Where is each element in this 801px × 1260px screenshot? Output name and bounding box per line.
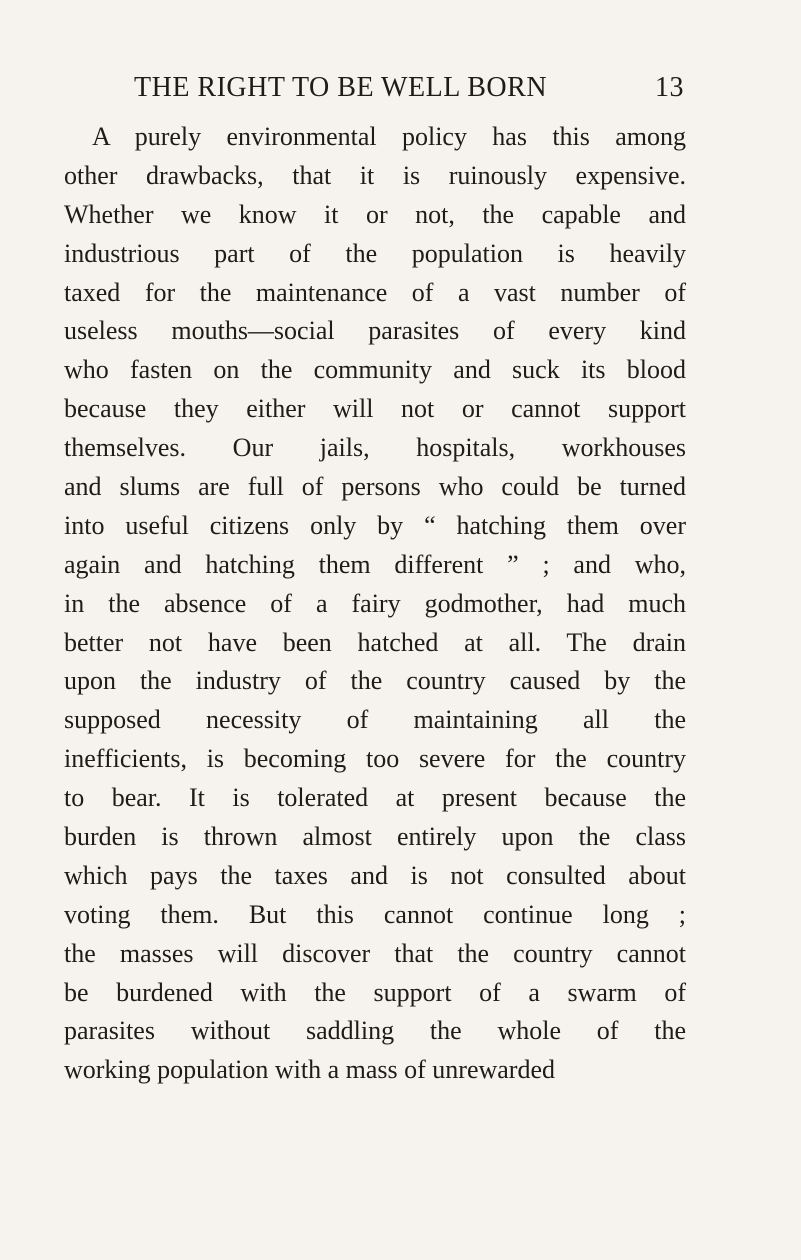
text-line: inefficients, is becoming too severe for the country xyxy=(64,744,686,774)
page-number: 13 xyxy=(655,72,684,103)
text-line: Whether we know it or not, the capable and xyxy=(64,199,686,229)
text-line: supposed necessity of maintaining all the xyxy=(64,705,686,735)
text-line: and slums are full of persons who could be turned xyxy=(64,472,686,502)
text-line: themselves. Our jails, hospitals, workhouses xyxy=(64,433,686,463)
text-line: the masses will discover that the country cannot xyxy=(64,938,686,968)
text-line: taxed for the maintenance of a vast number of xyxy=(64,277,686,307)
running-head xyxy=(64,66,684,110)
text-line: better not have been hatched at all. The drain xyxy=(64,627,686,657)
text-line: in the absence of a fairy godmother, had much xyxy=(64,588,686,618)
running-title: THE RIGHT TO BE WELL BORN xyxy=(134,72,548,103)
text-line: burden is thrown almost entirely upon the class xyxy=(64,822,686,852)
text-line: working population with a mass of unrewarded xyxy=(64,1055,556,1085)
text-line: industrious part of the population is heavily xyxy=(64,238,686,268)
text-line: parasites without saddling the whole of the xyxy=(64,1016,686,1046)
text-line: be burdened with the support of a swarm of xyxy=(64,977,686,1007)
text-line: who fasten on the community and suck its blood xyxy=(64,355,686,385)
text-line: useless mouths—social parasites of every kind xyxy=(64,316,686,346)
text-line: again and hatching them different ” ; and who, xyxy=(64,549,686,579)
text-line: which pays the taxes and is not consulted about xyxy=(64,860,686,890)
text-line: upon the industry of the country caused by the xyxy=(64,666,686,696)
text-line: voting them. But this cannot continue long ; xyxy=(64,899,686,929)
text-line: A purely environmental policy has this among xyxy=(92,122,686,151)
text-line: other drawbacks, that it is ruinously expensive. xyxy=(64,160,686,190)
text-line: because they either will not or cannot support xyxy=(64,394,686,424)
body-paragraph xyxy=(64,118,686,1090)
text-line: to bear. It is tolerated at present because the xyxy=(64,783,686,813)
text-line: into useful citizens only by “ hatching them over xyxy=(64,510,686,540)
